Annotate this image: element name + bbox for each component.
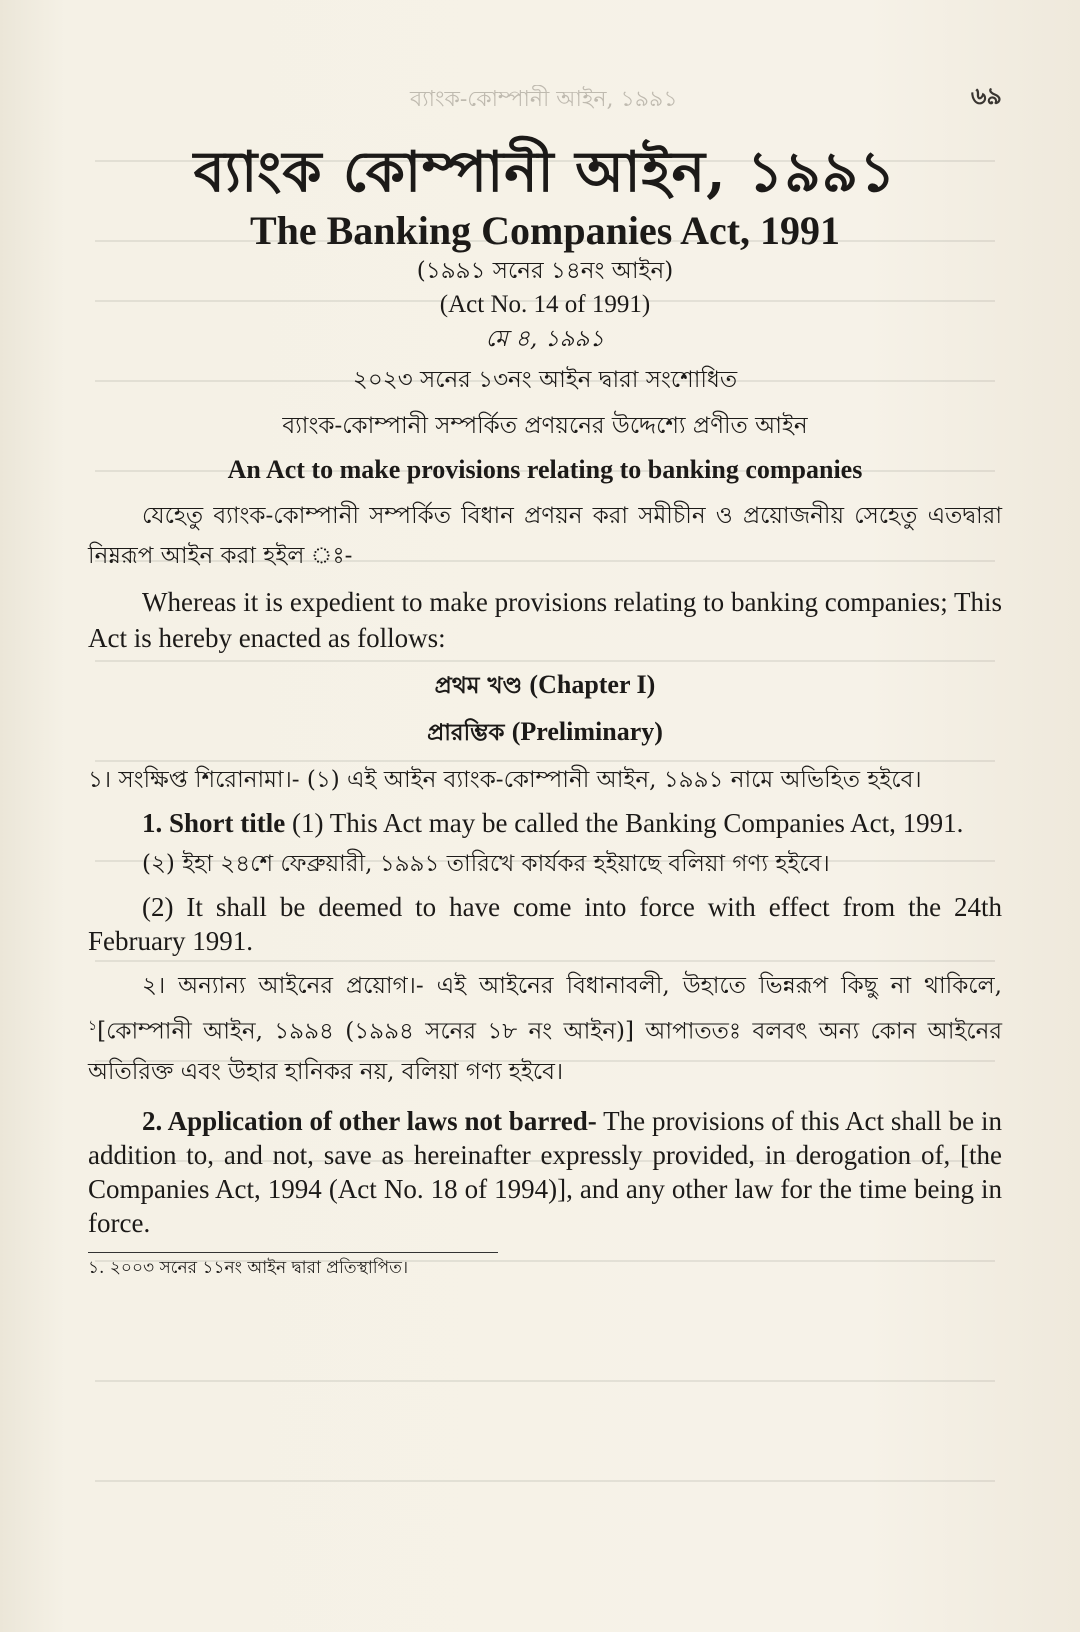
- chapter-heading: [88, 662, 1002, 709]
- section-2-english: [88, 1104, 1002, 1240]
- section-1-2-bengali: (২) ইহা ২৪শে ফেব্রুয়ারী, ১৯৯১ তারিখে কার্যকর হইয়াছে বলিয়া গণ্য হইবে।: [142, 851, 830, 877]
- title-bengali: ব্যাংক কোম্পানী আইন, ১৯৯১: [193, 139, 897, 205]
- section-2-bengali: [88, 966, 1002, 1092]
- chapter-english: (Chapter I): [529, 670, 656, 699]
- preamble-bengali: যেহেতু ব্যাংক-কোম্পানী সম্পর্কিত বিধান প্রণয়ন করা সমীচীন ও প্রয়োজনীয় সেহেতু এতদ্বারা নিম্নরূপ আইন করা হইল ঃ-: [88, 503, 1002, 569]
- chapter-subheading: [88, 709, 1002, 756]
- chapter-bengali: প্রথম খণ্ড: [434, 672, 523, 699]
- section-1-bengali: ১। সংক্ষিপ্ত শিরোনামা।- (১) এই আইন ব্যাংক-কোম্পানী আইন, ১৯৯১ নামে অভিহিত হইবে।: [88, 767, 922, 793]
- section-1-english: [88, 806, 1002, 840]
- section-1-body: (1) This Act may be called the Banking Companies Act, 1991.: [285, 808, 964, 838]
- act-date-bengali: মে ৪, ১৯৯১: [485, 326, 605, 352]
- footnote: ১. ২০০৩ সনের ১১নং আইন দ্বারা প্রতিস্থাপিত।: [88, 1257, 409, 1278]
- purpose-english: An Act to make provisions relating to banking companies: [227, 455, 863, 484]
- section-2-bengali-pre: ২। অন্যান্য আইনের প্রয়োগ।- এই আইনের বিধানাবলী, উহাতে ভিন্নরূপ কিছু না থাকিলে,: [142, 973, 1002, 999]
- section-2-body: The provisions of this Act shall be in addition to, and not, save as hereinafter expressly provided, in derogation of, [the Companies Act, 1994 (Act No. 18 of 1994)], and any other law for the time being in force.: [88, 1105, 1002, 1238]
- footnote-marker: ১: [88, 1018, 98, 1034]
- amendment-note: ২০২৩ সনের ১৩নং আইন দ্বারা সংশোধিত: [352, 367, 738, 393]
- act-number-english: (Act No. 14 of 1991): [439, 291, 651, 318]
- section-1-2-english: (2) It shall be deemed to have come into force with effect from the 24th February 1991.: [88, 892, 1002, 956]
- section-1-heading: 1. Short title: [142, 808, 286, 838]
- title-english: The Banking Companies Act, 1991: [249, 208, 841, 253]
- page-number: ৬৯: [970, 81, 1002, 110]
- act-number-bengali: (১৯৯১ সনের ১৪নং আইন): [416, 258, 674, 284]
- section-2-heading: 2. Application of other laws not barred-: [142, 1105, 597, 1136]
- running-header: ব্যাংক-কোম্পানী আইন, ১৯৯১: [410, 87, 678, 112]
- preliminary-english: (Preliminary): [511, 717, 663, 746]
- preamble-english: Whereas it is expedient to make provisions relating to banking companies; This Act is hereby enacted as follows:: [88, 587, 1002, 653]
- document-body: [88, 128, 1002, 1283]
- section-2-bengali-post: [কোম্পানী আইন, ১৯৯৪ (১৯৯৪ সনের ১৮ নং আইন)] আপাততঃ বলবৎ অন্য কোন আইনের অতিরিক্ত এবং উহার হানিকর নয়, বলিয়া গণ্য হইবে।: [88, 1018, 1002, 1085]
- preliminary-bengali: প্রারম্ভিক: [427, 719, 505, 746]
- purpose-bengali: ব্যাংক-কোম্পানী সম্পর্কিত প্রণয়নের উদ্দেশ্যে প্রণীত আইন: [282, 413, 808, 439]
